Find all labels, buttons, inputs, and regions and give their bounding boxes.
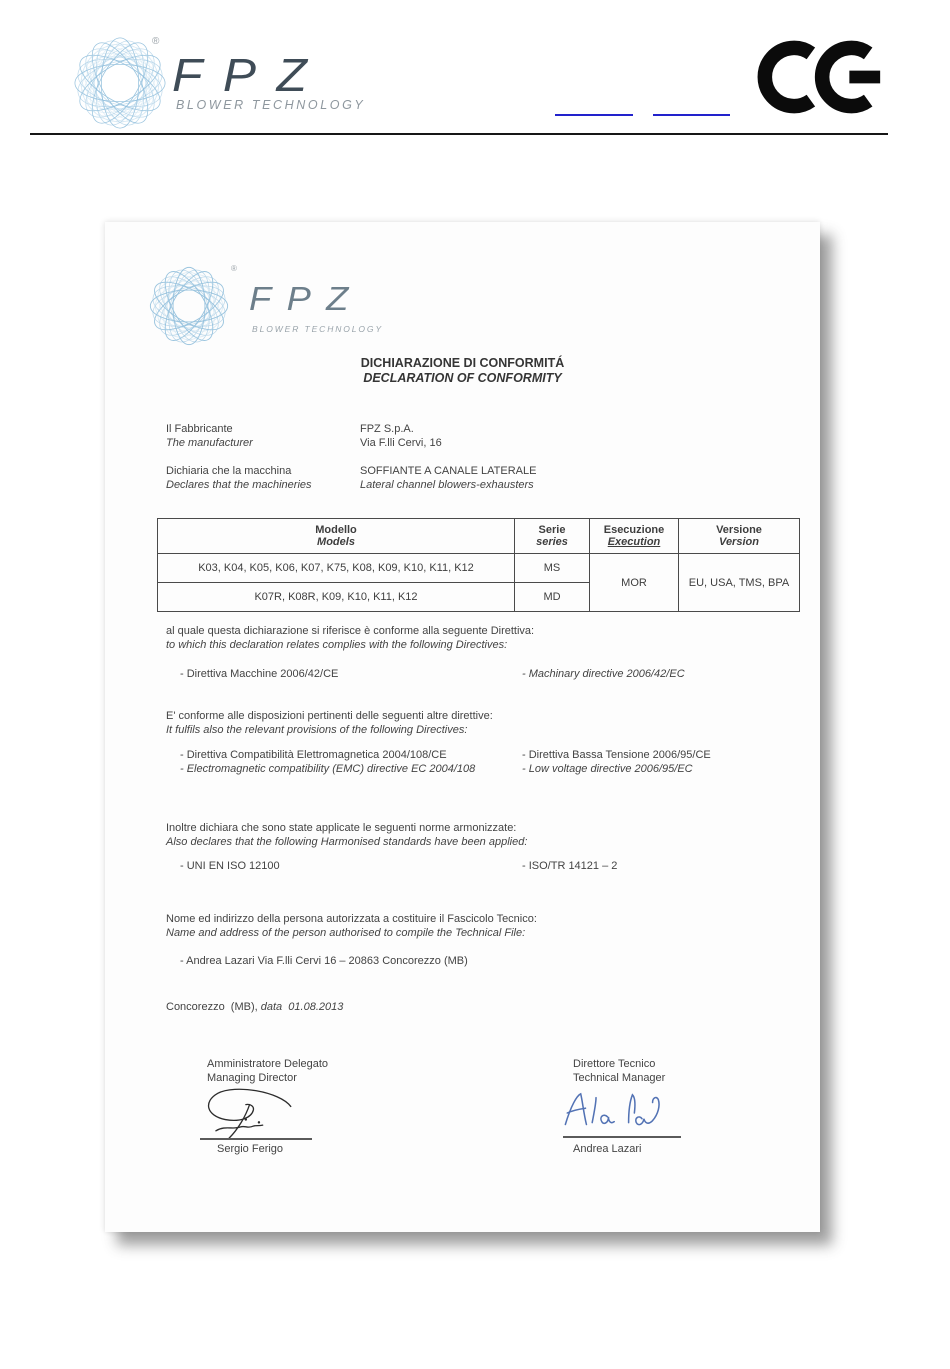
header-serie [515,519,590,554]
date-value: data 01.08.2013 [260,1001,344,1013]
header-versione [679,519,800,554]
directive-intro-en: to which this declaration relates complies with the following Directives: [166,639,508,651]
registered-mark: ® [152,36,160,47]
right-signature-line [563,1136,681,1138]
declaration-document [105,222,820,1232]
version-cell: EU, USA, TMS, BPA [679,554,800,612]
doc-brand-tagline: BLOWER TECHNOLOGY [252,324,384,334]
emc-directive-it: - Direttiva Compatibilità Elettromagnetica 2004/108/CE [180,749,447,761]
signature-sergio-ferigo-icon [193,1084,323,1142]
standards-intro-en: Also declares that the following Harmonised standards have been applied: [166,836,528,848]
execution-cell: MOR [590,554,679,612]
date-place: Concorezzo (MB), [166,1001,258,1013]
header-modello [158,519,515,554]
header-modello-en: Models [317,536,355,548]
header-esecuzione-en: Execution [607,536,661,548]
link-underline-1[interactable] [555,114,633,116]
doc-logo [145,264,505,354]
low-voltage-directive-en: - Low voltage directive 2006/95/EC [522,763,693,775]
low-voltage-directive-it: - Direttiva Bassa Tensione 2006/95/CE [522,749,711,761]
emc-directive-en: - Electromagnetic compatibility (EMC) directive EC 2004/108 [180,763,476,775]
models-cell-1: K03, K04, K05, K06, K07, K75, K08, K09, K10, K11, K12 [158,554,515,583]
header-versione-it: Versione [716,524,762,536]
technical-file-person: - Andrea Lazari Via F.lli Cervi 16 – 20863 Concorezzo (MB) [180,955,468,967]
standard-iso-12100: - UNI EN ISO 12100 [180,860,280,872]
header-divider [30,133,888,135]
fpz-logo-icon [145,264,233,348]
models-cell-2: K07R, K08R, K09, K10, K11, K12 [158,583,515,612]
manufacturer-label-en: The manufacturer [166,437,253,449]
registered-mark: ® [231,264,237,273]
fpz-logo-icon [70,34,170,132]
right-signer-title-it: Direttore Tecnico [573,1058,656,1070]
declares-label-en: Declares that the machineries [166,479,312,491]
right-signer-title-en: Technical Manager [573,1072,666,1084]
technical-file-intro-en: Name and address of the person authorised to compile the Technical File: [166,927,526,939]
doc-brand-wordmark: FPZ [249,280,364,317]
other-directives-intro-en: It fulfils also the relevant provisions of the following Directives: [166,724,468,736]
directive-intro-it: al quale questa dichiarazione si riferisce è conforme alla seguente Direttiva: [166,625,535,637]
doc-title-en: DECLARATION OF CONFORMITY [363,371,562,385]
brand-wordmark: FPZ [172,49,328,101]
directive-item-it: - Direttiva Macchine 2006/42/CE [180,668,339,680]
left-signer-name: Sergio Ferigo [217,1143,284,1155]
signature-andrea-lazari-icon [557,1090,682,1136]
declares-value-it: SOFFIANTE A CANALE LATERALE [360,465,537,477]
technical-file-intro-it: Nome ed indirizzo della persona autorizzata a costituire il Fascicolo Tecnico: [166,913,537,925]
header-versione-en: Version [719,536,759,548]
manufacturer-name: FPZ S.p.A. [360,423,414,435]
models-table [157,518,800,612]
other-directives-intro-it: E' conforme alle disposizioni pertinenti delle seguenti altre direttive: [166,710,493,722]
header-serie-en: series [536,536,568,548]
header-esecuzione-it: Esecuzione [603,524,665,536]
serie-cell-1: MS [515,554,590,583]
serie-cell-2: MD [515,583,590,612]
manufacturer-label-it: Il Fabbricante [166,423,233,435]
left-signature-line [200,1138,312,1140]
header-modello-it: Modello [315,524,357,536]
declares-value-en: Lateral channel blowers-exhausters [360,479,534,491]
manufacturer-address: Via F.lli Cervi, 16 [360,437,442,449]
right-signer-name: Andrea Lazari [573,1143,642,1155]
table-row [158,554,800,583]
standards-intro-it: Inoltre dichiara che sono state applicate le seguenti norme armonizzate: [166,822,517,834]
header-esecuzione [590,519,679,554]
date-line [166,1001,343,1015]
left-signer-title-en: Managing Director [207,1072,297,1084]
left-signer-title-it: Amministratore Delegato [207,1058,329,1070]
header-serie-it: Serie [538,524,566,536]
doc-title-it: DICHIARAZIONE DI CONFORMITÁ [360,356,565,370]
page-header [0,0,950,140]
ce-mark-icon [757,33,887,121]
directive-item-en: - Machinary directive 2006/42/EC [522,668,685,680]
standard-iso-14121: - ISO/TR 14121 – 2 [522,860,618,872]
table-header-row [158,519,800,554]
brand-tagline: BLOWER TECHNOLOGY [176,98,366,112]
link-underline-2[interactable] [653,114,730,116]
declares-label-it: Dichiaria che la macchina [166,465,292,477]
